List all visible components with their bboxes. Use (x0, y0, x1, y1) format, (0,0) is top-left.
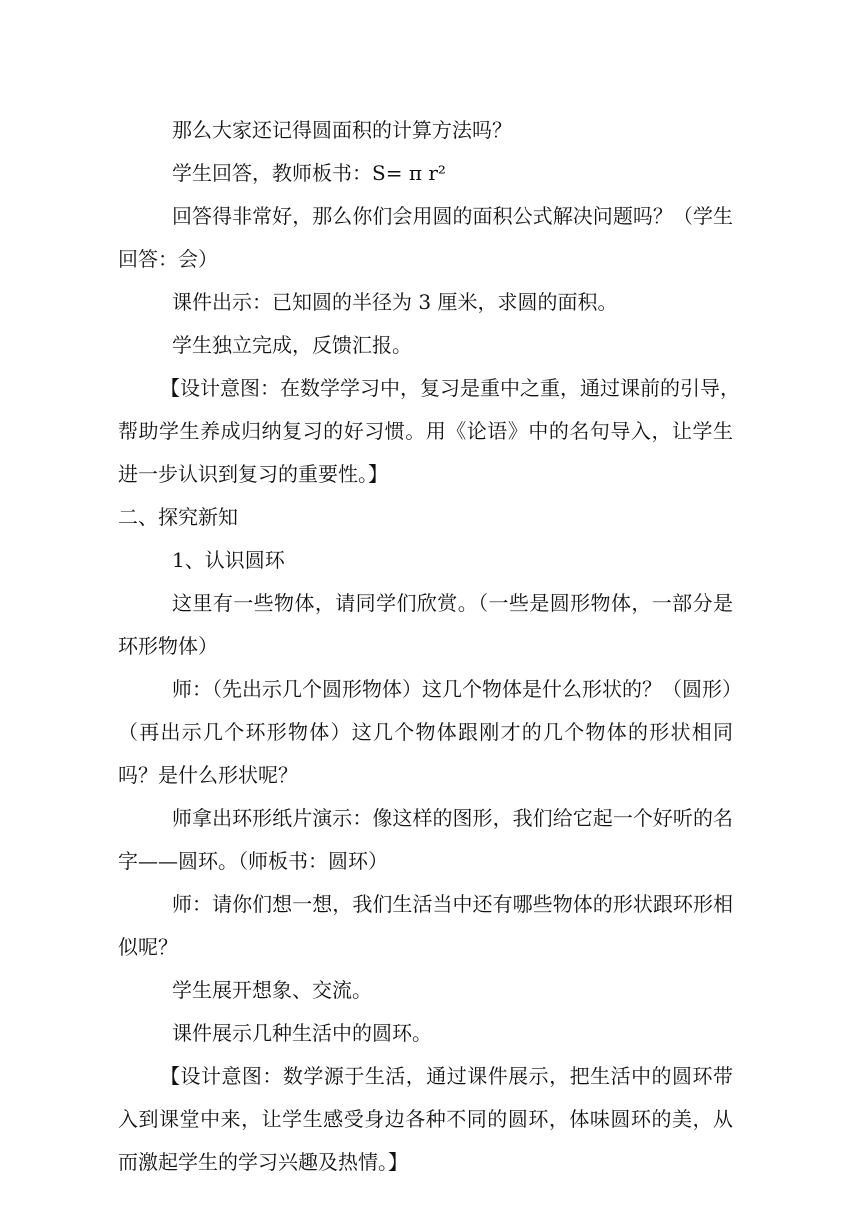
section-heading: 二、探究新知 (118, 505, 238, 529)
paragraph-line: 师拿出环形纸片演示：像这样的图形，我们给它起一个好听的名 (172, 806, 733, 830)
paragraph-line: 学生独立完成，反馈汇报。 (172, 333, 412, 357)
paragraph-line: 吗？是什么形状呢？ (118, 763, 298, 787)
design-intent-line: 入到课堂中来，让学生感受身边各种不同的圆环，体味圆环的美，从 (118, 1107, 733, 1131)
paragraph-line: 课件展示几种生活中的圆环。 (172, 1021, 432, 1045)
paragraph-line: 字——圆环。（师板书：圆环） (118, 849, 388, 873)
paragraph-line: 这里有一些物体，请同学们欣赏。（一些是圆形物体，一部分是 (172, 591, 733, 615)
paragraph-line: 师：请你们想一想，我们生活当中还有哪些物体的形状跟环形相 (172, 892, 733, 916)
paragraph-line: 学生展开想象、交流。 (172, 978, 372, 1002)
paragraph-line: 环形物体） (118, 634, 218, 658)
paragraph-line: 似呢？ (118, 935, 178, 959)
paragraph-line: 学生回答，教师板书：S= π r² (172, 161, 446, 185)
design-intent-line: 而激起学生的学习兴趣及热情。】 (118, 1150, 408, 1174)
paragraph-line: 那么大家还记得圆面积的计算方法吗？ (172, 118, 512, 142)
paragraph-line: 回答得非常好，那么你们会用圆的面积公式解决问题吗？（学生 (172, 204, 733, 228)
subsection-heading: 1、认识圆环 (172, 548, 285, 572)
paragraph-line: 回答：会） (118, 247, 218, 271)
design-intent-line: 进一步认识到复习的重要性。】 (118, 462, 388, 486)
paragraph-line: 课件出示：已知圆的半径为 3 厘米，求圆的面积。 (172, 290, 618, 314)
paragraph-line: 师：（先出示几个圆形物体）这几个物体是什么形状的？（圆形） (172, 677, 742, 701)
design-intent-line: 【设计意图：在数学学习中，复习是重中之重，通过课前的引导， (160, 376, 740, 400)
design-intent-line: 帮助学生养成归纳复习的好习惯。用《论语》中的名句导入，让学生 (118, 419, 733, 443)
design-intent-line: 【设计意图：数学源于生活，通过课件展示，把生活中的圆环带 (160, 1064, 733, 1088)
paragraph-line: （再出示几个环形物体）这几个物体跟刚才的几个物体的形状相同 (118, 720, 733, 744)
